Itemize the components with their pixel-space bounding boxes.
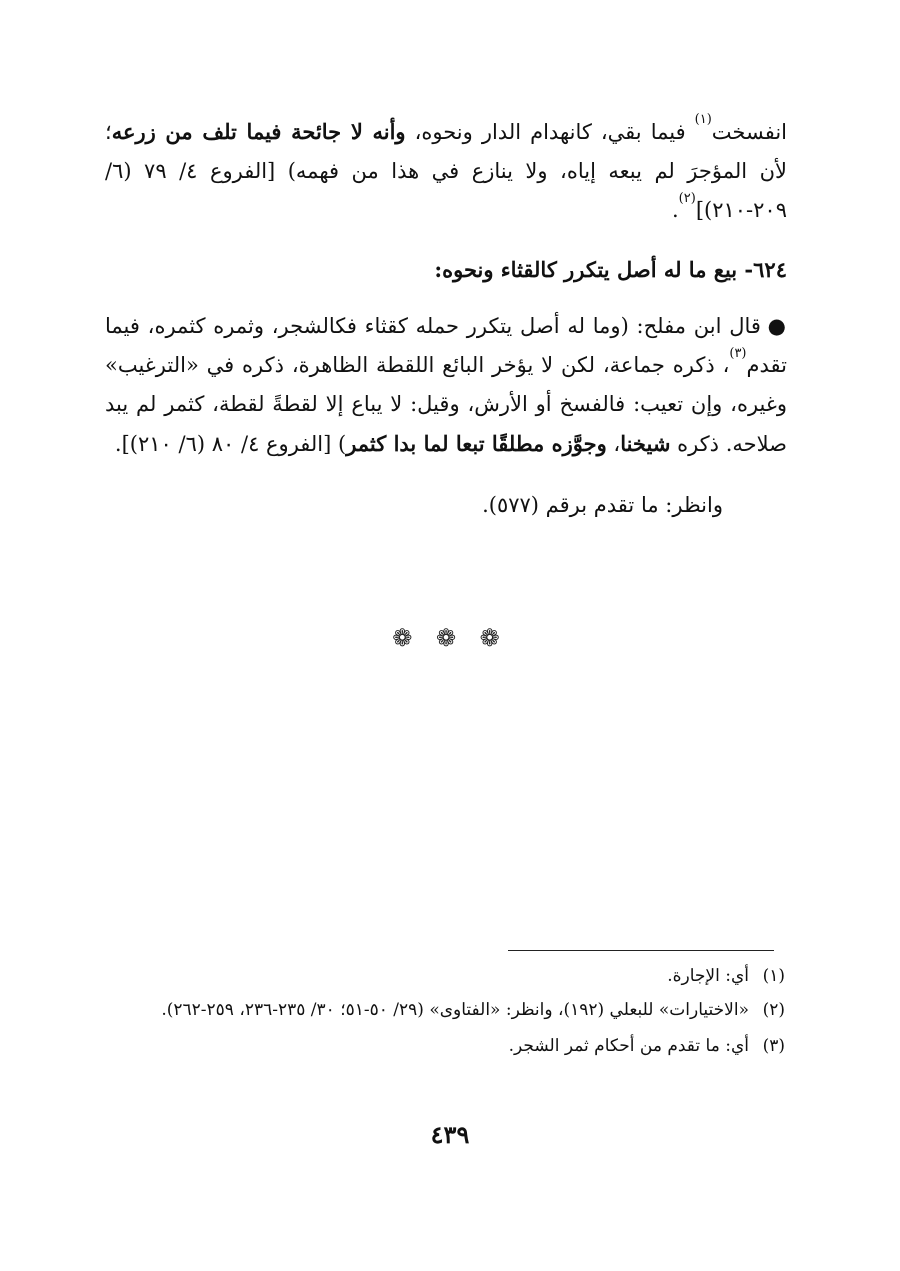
footnote-text: أي: الإجارة. (667, 966, 749, 986)
footnote-1 (105, 962, 785, 990)
footnote-ref-2[interactable]: (٢) (678, 191, 696, 206)
text-segment: ، (606, 432, 621, 456)
footnote-2 (105, 996, 785, 1024)
bold-text: شيخنا (620, 431, 671, 456)
footnotes (105, 962, 785, 1066)
main-text (105, 112, 787, 525)
footnote-text: أي: ما تقدم من أحكام ثمر الشجر. (508, 1036, 749, 1056)
bold-text: وأنه لا جائحة فيما تلف من زرعه (111, 119, 406, 144)
footnote-text: «الاختيارات» للبعلي (١٩٢)، وانظر: «الفتاوى» (٢٩/ ٥٠-٥١؛ ٣٠/ ٢٣٥-٢٣٦، ٢٥٩-٢٦٢). (161, 1000, 749, 1020)
footnote-separator (508, 950, 774, 951)
section-heading: ٦٢٤- بيع ما له أصل يتكرر كالقثاء ونحوه: (434, 257, 787, 282)
text-segment: فيما بقي، كانهدام الدار ونحوه، (405, 120, 695, 144)
page-number: ٤٣٩ (430, 1120, 470, 1149)
text-segment: ) [الفروع ٤/ ٨٠ (٦/ ٢١٠)]. (114, 432, 347, 456)
paragraph-continuation (105, 112, 787, 230)
footnote-ref-3[interactable]: (٣) (729, 346, 747, 361)
section-divider-ornament: ❁ ❁ ❁ (392, 624, 508, 652)
footnote-number: (١) (762, 966, 785, 986)
footnote-number: (٢) (762, 1000, 785, 1020)
footnote-number: (٣) (762, 1036, 785, 1056)
footnote-3 (105, 1032, 785, 1060)
text-segment: ، ذكره جماعة، لكن لا يؤخر البائع اللقطة الظاهرة، ذكره في «الترغيب» وغيره، وإن تعيب: فالفسخ أو الأرش، وقيل: لا يباع إلا لقطةً لقطة، كثمر لم يبد صلاحه. ذكره (105, 353, 787, 456)
cross-reference: وانظر: ما تقدم برقم (٥٧٧). (482, 493, 723, 517)
text-segment: . (671, 198, 679, 222)
text-segment: قال ابن مفلح: (وما له أصل يتكرر حمله كقثاء فكالشجر، وثمره كثمره، فيما تقدم (105, 314, 787, 377)
text-segment: ؛ لأن المؤجرَ لم يبعه إياه، ولا ينازع في هذا من فهمه) [الفروع ٤/ ٧٩ (٦/ ٢٠٩-٢١٠)] (105, 120, 787, 222)
bold-text: وجوَّزه مطلقًا تبعا لما بدا كثمر (346, 431, 607, 456)
bullet-icon: ● (767, 314, 787, 338)
text-segment: انفسخت (711, 120, 787, 144)
footnote-ref-1[interactable]: (١) (694, 112, 712, 127)
paragraph-quote (105, 307, 787, 464)
